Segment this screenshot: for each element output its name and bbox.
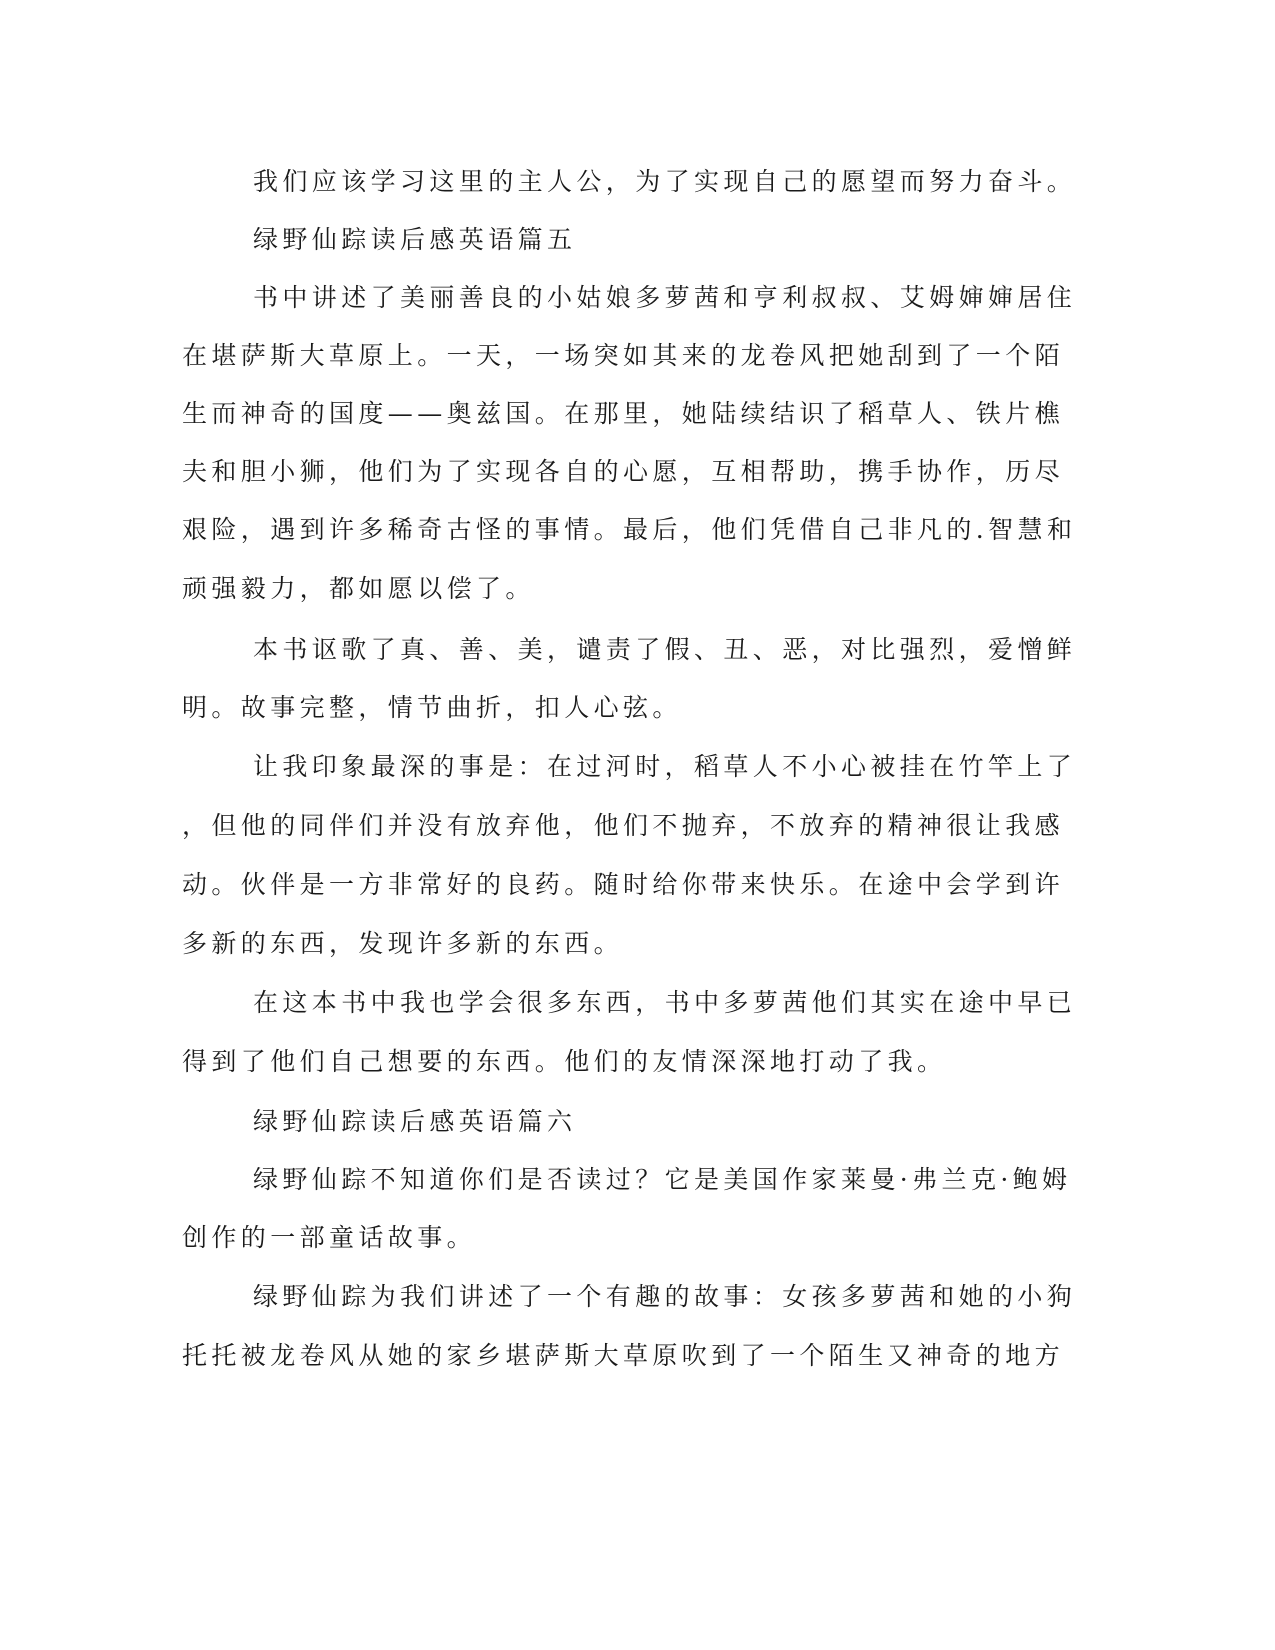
text-line: 明。故事完整，情节曲折，扣人心弦。 [182, 693, 682, 722]
text-line: 得到了他们自己想要的东西。他们的友情深深地打动了我。 [182, 1047, 947, 1076]
text-line: 书中讲述了美丽善良的小姑娘多萝茜和亨利叔叔、艾姆婶婶居住 [253, 283, 1077, 312]
text-line: ，但他的同伴们并没有放弃他，他们不抛弃，不放弃的精神很让我感 [182, 811, 1065, 840]
text-line: 让我印象最深的事是：在过河时，稻草人不小心被挂在竹竿上了 [253, 752, 1077, 781]
text-line: 夫和胆小狮，他们为了实现各自的心愿，互相帮助，携手协作，历尽 [182, 457, 1065, 486]
text-line: 艰险，遇到许多稀奇古怪的事情。最后，他们凭借自己非凡的.智慧和 [182, 515, 1077, 544]
text-line: 创作的一部童话故事。 [182, 1223, 477, 1252]
text-line: 在这本书中我也学会很多东西，书中多萝茜他们其实在途中早已 [253, 988, 1077, 1017]
text-line: 绿野仙踪为我们讲述了一个有趣的故事：女孩多萝茜和她的小狗 [253, 1282, 1077, 1311]
text-line: 多新的东西，发现许多新的东西。 [182, 929, 624, 958]
text-line: 绿野仙踪不知道你们是否读过？它是美国作家莱曼·弗兰克·鲍姆 [253, 1165, 1072, 1194]
text-line: 顽强毅力，都如愿以偿了。 [182, 574, 535, 603]
text-line: 本书讴歌了真、善、美，谴责了假、丑、恶，对比强烈，爱憎鲜 [253, 635, 1077, 664]
section-heading: 绿野仙踪读后感英语篇六 [253, 1107, 577, 1136]
text-line: 动。伙伴是一方非常好的良药。随时给你带来快乐。在途中会学到许 [182, 870, 1065, 899]
text-line: 托托被龙卷风从她的家乡堪萨斯大草原吹到了一个陌生又神奇的地方 [182, 1341, 1065, 1370]
text-line: 生而神奇的国度——奥兹国。在那里，她陆续结识了稻草人、铁片樵 [182, 399, 1065, 428]
text-line: 在堪萨斯大草原上。一天，一场突如其来的龙卷风把她刮到了一个陌 [182, 341, 1065, 370]
text-line: 我们应该学习这里的主人公，为了实现自己的愿望而努力奋斗。 [253, 167, 1077, 196]
section-heading: 绿野仙踪读后感英语篇五 [253, 225, 577, 254]
